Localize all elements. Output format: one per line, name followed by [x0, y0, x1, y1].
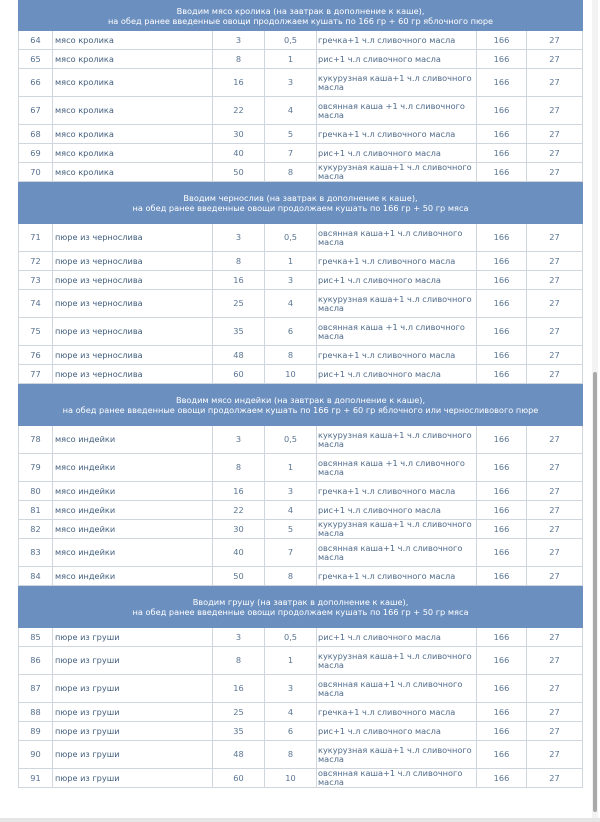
vegetables-grams-cell: 166 — [477, 520, 527, 539]
day-number-cell: 74 — [19, 290, 53, 318]
grams-cell: 30 — [213, 520, 265, 539]
vegetables-grams-cell: 166 — [477, 769, 527, 788]
vegetables-grams-cell: 166 — [477, 318, 527, 346]
day-number-cell: 84 — [19, 567, 53, 586]
vegetables-grams-cell: 166 — [477, 454, 527, 482]
table-row — [19, 163, 583, 182]
vegetables-grams-cell: 166 — [477, 722, 527, 741]
day-number-cell: 70 — [19, 163, 53, 182]
table-row — [19, 31, 583, 50]
grams-cell: 8 — [213, 252, 265, 271]
teaspoons-cell: 4 — [265, 97, 317, 125]
product-cell: мясо кролика — [53, 31, 213, 50]
grams-cell: 3 — [213, 31, 265, 50]
extra-cell: 27 — [527, 125, 583, 144]
porridge-cell: кукурузная каша+1 ч.л сливочного масла — [317, 647, 477, 675]
table-row — [19, 271, 583, 290]
teaspoons-cell: 3 — [265, 675, 317, 703]
porridge-cell: гречка+1 ч.л сливочного масла — [317, 567, 477, 586]
porridge-cell: кукурузная каша+1 ч.л сливочного масла — [317, 741, 477, 769]
teaspoons-cell: 0,5 — [265, 224, 317, 252]
product-cell: мясо индейки — [53, 539, 213, 567]
table-row — [19, 722, 583, 741]
day-number-cell: 85 — [19, 628, 53, 647]
grams-cell: 22 — [213, 97, 265, 125]
porridge-cell: гречка+1 ч.л сливочного масла — [317, 703, 477, 722]
teaspoons-cell: 6 — [265, 722, 317, 741]
product-cell: мясо индейки — [53, 501, 213, 520]
extra-cell: 27 — [527, 426, 583, 454]
page-bottom-edge — [0, 818, 600, 822]
section-header-line: Вводим мясо индейки (на завтрак в дополнение к каше), — [175, 394, 426, 405]
grams-cell: 16 — [213, 271, 265, 290]
section-header-cell — [19, 384, 583, 426]
teaspoons-cell: 0,5 — [265, 31, 317, 50]
product-cell: пюре из груши — [53, 769, 213, 788]
teaspoons-cell: 8 — [265, 346, 317, 365]
section-header-line: на обед ранее введенные овощи продолжаем кушать по 166 гр + 50 гр мяса — [132, 202, 469, 213]
grams-cell: 16 — [213, 675, 265, 703]
day-number-cell: 66 — [19, 69, 53, 97]
grams-cell: 8 — [213, 647, 265, 675]
porridge-cell: кукурузная каша+1 ч.л сливочного масла — [317, 69, 477, 97]
section-header-line: Вводим чернослив (на завтрак в дополнение к каше), — [183, 192, 418, 203]
vegetables-grams-cell: 166 — [477, 567, 527, 586]
teaspoons-cell: 4 — [265, 703, 317, 722]
vegetables-grams-cell: 166 — [477, 125, 527, 144]
product-cell: пюре из груши — [53, 647, 213, 675]
extra-cell: 27 — [527, 675, 583, 703]
porridge-cell: овсянная каша+1 ч.л сливочного масла — [317, 769, 477, 788]
day-number-cell: 69 — [19, 144, 53, 163]
product-cell: мясо кролика — [53, 144, 213, 163]
table-row — [19, 50, 583, 69]
product-cell: пюре из груши — [53, 722, 213, 741]
extra-cell: 27 — [527, 69, 583, 97]
grams-cell: 60 — [213, 365, 265, 384]
teaspoons-cell: 1 — [265, 454, 317, 482]
teaspoons-cell: 4 — [265, 501, 317, 520]
table-row — [19, 703, 583, 722]
vegetables-grams-cell: 166 — [477, 365, 527, 384]
vegetables-grams-cell: 166 — [477, 163, 527, 182]
product-cell: пюре из груши — [53, 703, 213, 722]
porridge-cell: кукурузная каша+1 ч.л сливочного масла — [317, 520, 477, 539]
grams-cell: 25 — [213, 290, 265, 318]
product-cell: пюре из чернослива — [53, 252, 213, 271]
grams-cell: 48 — [213, 346, 265, 365]
porridge-cell: гречка+1 ч.л сливочного масла — [317, 482, 477, 501]
table-row — [19, 741, 583, 769]
extra-cell: 27 — [527, 741, 583, 769]
scrollbar-thumb[interactable] — [593, 372, 597, 812]
teaspoons-cell: 3 — [265, 271, 317, 290]
extra-cell: 27 — [527, 365, 583, 384]
vegetables-grams-cell: 166 — [477, 482, 527, 501]
extra-cell: 27 — [527, 318, 583, 346]
day-number-cell: 87 — [19, 675, 53, 703]
teaspoons-cell: 7 — [265, 144, 317, 163]
extra-cell: 27 — [527, 482, 583, 501]
porridge-cell: гречка+1 ч.л сливочного масла — [317, 31, 477, 50]
product-cell: пюре из груши — [53, 675, 213, 703]
vegetables-grams-cell: 166 — [477, 675, 527, 703]
day-number-cell: 71 — [19, 224, 53, 252]
teaspoons-cell: 0,5 — [265, 426, 317, 454]
extra-cell: 27 — [527, 769, 583, 788]
vegetables-grams-cell: 166 — [477, 50, 527, 69]
porridge-cell: гречка+1 ч.л сливочного масла — [317, 252, 477, 271]
porridge-cell: гречка+1 ч.л сливочного масла — [317, 125, 477, 144]
product-cell: мясо индейки — [53, 454, 213, 482]
grams-cell: 35 — [213, 722, 265, 741]
day-number-cell: 76 — [19, 346, 53, 365]
product-cell: мясо кролика — [53, 50, 213, 69]
table-row — [19, 628, 583, 647]
day-number-cell: 91 — [19, 769, 53, 788]
day-number-cell: 75 — [19, 318, 53, 346]
teaspoons-cell: 1 — [265, 252, 317, 271]
grams-cell: 8 — [213, 454, 265, 482]
day-number-cell: 72 — [19, 252, 53, 271]
extra-cell: 27 — [527, 271, 583, 290]
porridge-cell: овсянная каша +1 ч.л сливочного масла — [317, 454, 477, 482]
table-row — [19, 501, 583, 520]
day-number-cell: 64 — [19, 31, 53, 50]
teaspoons-cell: 8 — [265, 567, 317, 586]
section-header-cell — [19, 1, 583, 31]
extra-cell: 27 — [527, 50, 583, 69]
teaspoons-cell: 0,5 — [265, 628, 317, 647]
section-header — [19, 182, 583, 224]
extra-cell: 27 — [527, 252, 583, 271]
grams-cell: 50 — [213, 163, 265, 182]
product-cell: мясо индейки — [53, 567, 213, 586]
porridge-cell: рис+1 ч.л сливочного масла — [317, 271, 477, 290]
grams-cell: 22 — [213, 501, 265, 520]
day-number-cell: 73 — [19, 271, 53, 290]
porridge-cell: кукурузная каша+1 ч.л сливочного масла — [317, 290, 477, 318]
product-cell: мясо индейки — [53, 520, 213, 539]
extra-cell: 27 — [527, 224, 583, 252]
vegetables-grams-cell: 166 — [477, 97, 527, 125]
teaspoons-cell: 1 — [265, 647, 317, 675]
table-row — [19, 520, 583, 539]
porridge-cell: рис+1 ч.л сливочного масла — [317, 722, 477, 741]
day-number-cell: 90 — [19, 741, 53, 769]
teaspoons-cell: 6 — [265, 318, 317, 346]
table-row — [19, 769, 583, 788]
teaspoons-cell: 7 — [265, 539, 317, 567]
product-cell: пюре из чернослива — [53, 224, 213, 252]
porridge-cell: рис+1 ч.л сливочного масла — [317, 365, 477, 384]
table-row — [19, 365, 583, 384]
day-number-cell: 65 — [19, 50, 53, 69]
table-row — [19, 318, 583, 346]
section-header-line: Вводим мясо кролика (на завтрак в дополнение к каше), — [176, 5, 425, 16]
porridge-cell: кукурузная каша+1 ч.л сливочного масла — [317, 163, 477, 182]
teaspoons-cell: 3 — [265, 482, 317, 501]
grams-cell: 48 — [213, 741, 265, 769]
porridge-cell: овсянная каша+1 ч.л сливочного масла — [317, 539, 477, 567]
teaspoons-cell: 8 — [265, 741, 317, 769]
porridge-cell: рис+1 ч.л сливочного масла — [317, 628, 477, 647]
vegetables-grams-cell: 166 — [477, 271, 527, 290]
table-row — [19, 224, 583, 252]
grams-cell: 8 — [213, 50, 265, 69]
day-number-cell: 80 — [19, 482, 53, 501]
day-number-cell: 78 — [19, 426, 53, 454]
product-cell: пюре из чернослива — [53, 271, 213, 290]
extra-cell: 27 — [527, 31, 583, 50]
product-cell: пюре из чернослива — [53, 318, 213, 346]
table-row — [19, 144, 583, 163]
vegetables-grams-cell: 166 — [477, 628, 527, 647]
day-number-cell: 68 — [19, 125, 53, 144]
section-header — [19, 586, 583, 628]
day-number-cell: 82 — [19, 520, 53, 539]
day-number-cell: 81 — [19, 501, 53, 520]
product-cell: мясо индейки — [53, 482, 213, 501]
section-header — [19, 384, 583, 426]
porridge-cell: рис+1 ч.л сливочного масла — [317, 501, 477, 520]
teaspoons-cell: 4 — [265, 290, 317, 318]
product-cell: пюре из чернослива — [53, 346, 213, 365]
porridge-cell: овсянная каша +1 ч.л сливочного масла — [317, 97, 477, 125]
grams-cell: 30 — [213, 125, 265, 144]
product-cell: пюре из чернослива — [53, 290, 213, 318]
teaspoons-cell: 10 — [265, 769, 317, 788]
table-row — [19, 346, 583, 365]
table-row — [19, 567, 583, 586]
grams-cell: 16 — [213, 69, 265, 97]
vegetables-grams-cell: 166 — [477, 224, 527, 252]
table-row — [19, 125, 583, 144]
day-number-cell: 77 — [19, 365, 53, 384]
vegetables-grams-cell: 166 — [477, 346, 527, 365]
section-header-line: на обед ранее введенные овощи продолжаем кушать по 166 гр + 60 гр яблочного или черносливового пюре — [62, 404, 539, 415]
extra-cell: 27 — [527, 722, 583, 741]
grams-cell: 35 — [213, 318, 265, 346]
product-cell: пюре из чернослива — [53, 365, 213, 384]
day-number-cell: 89 — [19, 722, 53, 741]
section-header-line: на обед ранее введенные овощи продолжаем кушать по 166 гр + 60 гр яблочного пюре — [107, 15, 494, 26]
section-header — [19, 1, 583, 31]
table-row — [19, 426, 583, 454]
teaspoons-cell: 3 — [265, 69, 317, 97]
table-row — [19, 252, 583, 271]
extra-cell: 27 — [527, 628, 583, 647]
product-cell: мясо кролика — [53, 163, 213, 182]
day-number-cell: 88 — [19, 703, 53, 722]
porridge-cell: овсянная каша +1 ч.л сливочного масла — [317, 318, 477, 346]
vegetables-grams-cell: 166 — [477, 252, 527, 271]
porridge-cell: гречка+1 ч.л сливочного масла — [317, 346, 477, 365]
extra-cell: 27 — [527, 567, 583, 586]
section-header-cell — [19, 586, 583, 628]
section-header-line: на обед ранее введенные овощи продолжаем кушать по 166 гр + 50 гр мяса — [132, 606, 469, 617]
table-row — [19, 539, 583, 567]
grams-cell: 40 — [213, 539, 265, 567]
table-row — [19, 69, 583, 97]
teaspoons-cell: 10 — [265, 365, 317, 384]
grams-cell: 50 — [213, 567, 265, 586]
extra-cell: 27 — [527, 520, 583, 539]
teaspoons-cell: 1 — [265, 50, 317, 69]
table-row — [19, 675, 583, 703]
product-cell: пюре из груши — [53, 741, 213, 769]
grams-cell: 3 — [213, 224, 265, 252]
extra-cell: 27 — [527, 454, 583, 482]
teaspoons-cell: 8 — [265, 163, 317, 182]
section-header-line: Вводим грушу (на завтрак в дополнение к каше), — [192, 596, 409, 607]
product-cell: мясо кролика — [53, 125, 213, 144]
product-cell: мясо кролика — [53, 69, 213, 97]
extra-cell: 27 — [527, 144, 583, 163]
day-number-cell: 83 — [19, 539, 53, 567]
vegetables-grams-cell: 166 — [477, 144, 527, 163]
table-row — [19, 482, 583, 501]
extra-cell: 27 — [527, 290, 583, 318]
teaspoons-cell: 5 — [265, 520, 317, 539]
product-cell: пюре из груши — [53, 628, 213, 647]
extra-cell: 27 — [527, 163, 583, 182]
table-row — [19, 290, 583, 318]
porridge-cell: кукурузная каша+1 ч.л сливочного масла — [317, 426, 477, 454]
porridge-cell: рис+1 ч.л сливочного масла — [317, 50, 477, 69]
vegetables-grams-cell: 166 — [477, 703, 527, 722]
porridge-cell: овсянная каша+1 ч.л сливочного масла — [317, 224, 477, 252]
grams-cell: 25 — [213, 703, 265, 722]
section-header-cell — [19, 182, 583, 224]
extra-cell: 27 — [527, 97, 583, 125]
vegetables-grams-cell: 166 — [477, 741, 527, 769]
vegetables-grams-cell: 166 — [477, 290, 527, 318]
day-number-cell: 86 — [19, 647, 53, 675]
table-row — [19, 647, 583, 675]
feeding-schedule-table — [18, 0, 583, 788]
table-body — [19, 1, 583, 788]
extra-cell: 27 — [527, 647, 583, 675]
grams-cell: 60 — [213, 769, 265, 788]
extra-cell: 27 — [527, 501, 583, 520]
product-cell: мясо индейки — [53, 426, 213, 454]
porridge-cell: овсянная каша+1 ч.л сливочного масла — [317, 675, 477, 703]
table-row — [19, 454, 583, 482]
extra-cell: 27 — [527, 703, 583, 722]
vegetables-grams-cell: 166 — [477, 426, 527, 454]
table-row — [19, 97, 583, 125]
vegetables-grams-cell: 166 — [477, 69, 527, 97]
product-cell: мясо кролика — [53, 97, 213, 125]
vegetables-grams-cell: 166 — [477, 31, 527, 50]
grams-cell: 16 — [213, 482, 265, 501]
grams-cell: 40 — [213, 144, 265, 163]
day-number-cell: 67 — [19, 97, 53, 125]
vegetables-grams-cell: 166 — [477, 501, 527, 520]
extra-cell: 27 — [527, 539, 583, 567]
vegetables-grams-cell: 166 — [477, 647, 527, 675]
vegetables-grams-cell: 166 — [477, 539, 527, 567]
extra-cell: 27 — [527, 346, 583, 365]
day-number-cell: 79 — [19, 454, 53, 482]
grams-cell: 3 — [213, 426, 265, 454]
feeding-schedule-sheet — [18, 0, 582, 788]
grams-cell: 3 — [213, 628, 265, 647]
porridge-cell: рис+1 ч.л сливочного масла — [317, 144, 477, 163]
teaspoons-cell: 5 — [265, 125, 317, 144]
